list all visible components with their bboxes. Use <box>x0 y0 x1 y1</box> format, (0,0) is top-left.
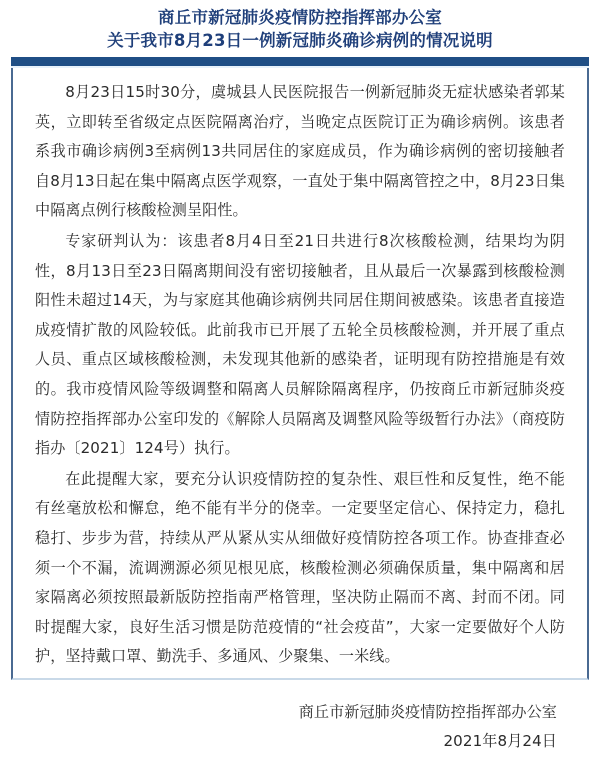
signature-date: 2021年8月24日 <box>443 732 557 751</box>
body-paragraph: 在此提醒大家，要充分认识疫情防控的复杂性、艰巨性和反复性，绝不能有丝毫放松和懈怠，绝不能有半分的侥幸。一定要坚定信心、保持定力，稳扎稳打、步步为营，持续从严从紧从实从细做好疫情防控各项工作。协查排查必须一个不漏，流调溯源必须见根见底，核酸检测必须确保质量，集中隔离和居家隔离必须按照最新版防控指南严格管理，坚决防止隔而不离、封而不闭。同时提醒大家，良好生活习惯是防范疫情的“社会疫苗”，大家一定要做好个人防护，坚持戴口罩、勤洗手、多通风、少聚集、一米线。 <box>35 469 565 666</box>
signature-issuer: 商丘市新冠肺炎疫情防控指挥部办公室 <box>298 702 557 721</box>
document-frame <box>11 57 589 751</box>
document-body <box>13 68 587 751</box>
body-paragraph: 专家研判认为：该患者8月4日至21日共进行8次核酸检测，结果均为阴性，8月13日至23日隔离期间没有密切接触者，且从最后一次暴露到核酸检测阳性未超过14天，为与家庭其他确诊病例共同居住期间被感染。该患者直接造成疫情扩散的风险较低。此前我市已开展了五轮全员核酸检测，并开展了重点人员、重点区域核酸检测，未发现其他新的感染者，证明现有防控措施是有效的。我市疫情风险等级调整和隔离人员解除隔离程序，仍按商丘市新冠肺炎疫情防控指挥部办公室印发的《解除人员隔离及调整风险等级暂行办法》（商疫防指办〔2021〕124号）执行。 <box>35 231 565 458</box>
body-paragraph: 8月23日15时30分，虞城县人民医院报告一例新冠肺炎无症状感染者郭某英，立即转至省级定点医院隔离治疗，当晚定点医院订正为确诊病例。该患者系我市确诊病例3至病例13共同居住的家庭成员，作为确诊病例的密切接触者自8月13日起在集中隔离点医学观察，一直处于集中隔离管控之中，8月23日集中隔离点例行核酸检测呈阳性。 <box>35 83 565 220</box>
page-title-line-1: 商丘市新冠肺炎疫情防控指挥部办公室 <box>158 8 442 27</box>
document-title-block <box>0 0 600 58</box>
accent-top-bar <box>11 57 589 66</box>
signature-block <box>35 698 565 757</box>
page-title-line-2: 关于我市8月23日一例新冠肺炎确诊病例的情况说明 <box>107 31 493 50</box>
